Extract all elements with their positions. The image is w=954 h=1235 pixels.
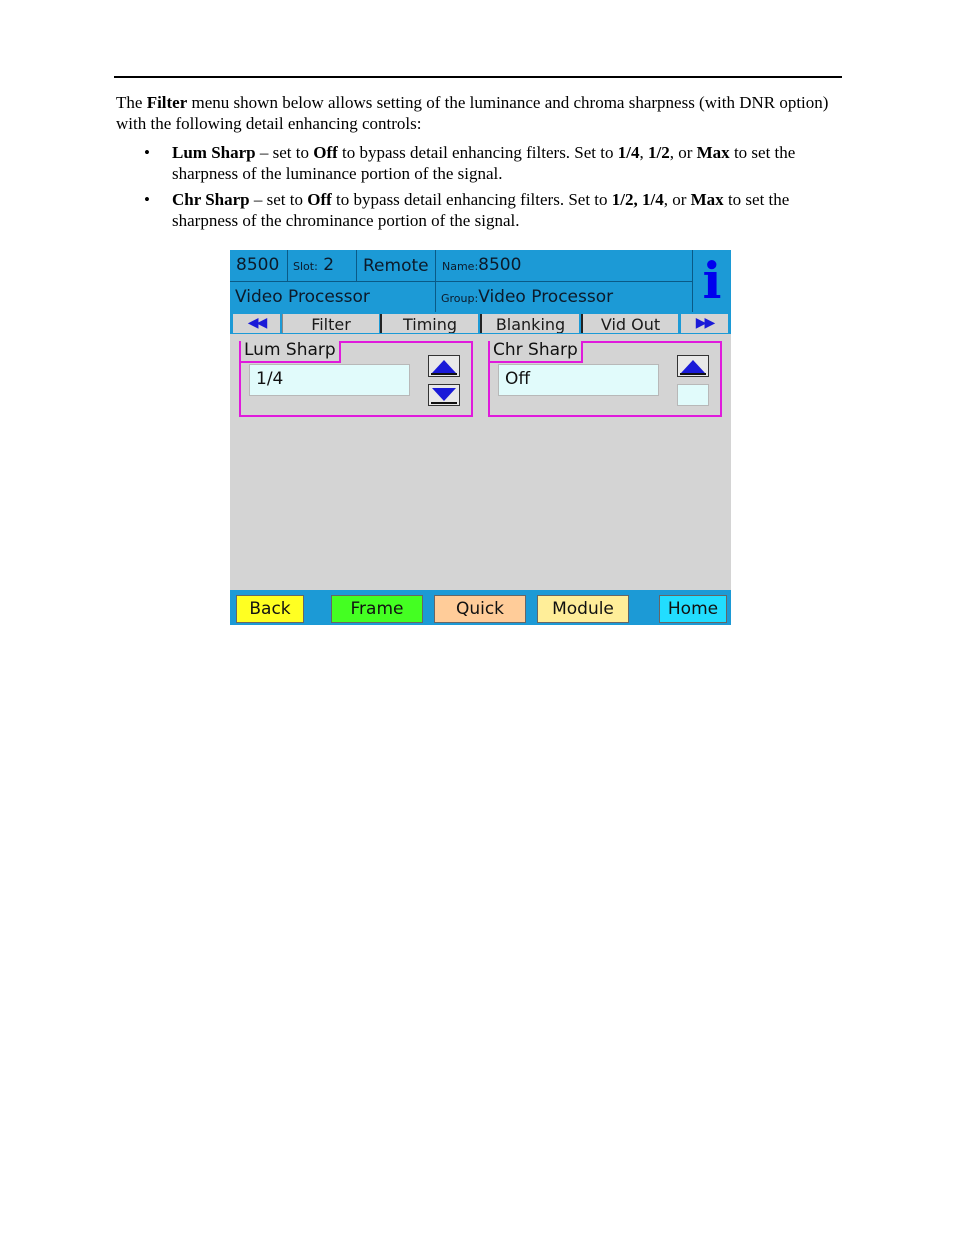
module-name: Video Processor bbox=[235, 287, 370, 307]
tab-prev-arrows-icon[interactable]: ◀◀ bbox=[233, 314, 280, 333]
bullet-run: Off bbox=[313, 143, 338, 162]
bullet-run: to bypass detail enhancing filters. Set to bbox=[337, 143, 618, 162]
name-field bbox=[442, 251, 521, 281]
tab-next-arrows-icon[interactable]: ▶▶ bbox=[681, 314, 728, 333]
intro-run: menu shown below allows setting of the luminance and chroma sharpness (with DNR option) with the following detail enhancing controls: bbox=[116, 93, 829, 133]
bullet-run: Chr Sharp bbox=[172, 190, 250, 209]
name-value: 8500 bbox=[478, 255, 522, 275]
bullet-run: to set the sharpness of the luminance portion of the signal. bbox=[172, 143, 796, 183]
tab-bar bbox=[230, 312, 731, 334]
bullet-text bbox=[172, 190, 789, 230]
bullet-chr-sharp bbox=[116, 189, 836, 231]
filter-menu-panel bbox=[230, 250, 731, 625]
home-button[interactable]: Home bbox=[659, 595, 727, 623]
chr-sharp-value[interactable]: Off bbox=[498, 364, 659, 396]
info-icon[interactable]: i bbox=[702, 251, 722, 310]
group-field bbox=[441, 283, 613, 313]
slot-value: 2 bbox=[323, 255, 335, 275]
bullet-run: 1/2, 1/4 bbox=[611, 190, 664, 209]
arrow-up-icon bbox=[429, 356, 459, 376]
slot-indicator bbox=[293, 251, 334, 281]
bullet-text bbox=[172, 143, 795, 183]
bullet-run: 1/4 bbox=[617, 143, 640, 162]
bullet-run: , or bbox=[669, 143, 697, 162]
bullet-run: Max bbox=[696, 143, 730, 162]
bullet-glyph: • bbox=[144, 143, 150, 162]
tab-vid-out[interactable]: Vid Out bbox=[581, 314, 678, 333]
header-divider bbox=[287, 250, 288, 281]
intro-run: The bbox=[116, 93, 147, 112]
lum-sharp-value[interactable]: 1/4 bbox=[249, 364, 410, 396]
tab-filter[interactable]: Filter bbox=[282, 314, 379, 333]
lum-sharp-down-button[interactable] bbox=[428, 384, 460, 406]
top-rule bbox=[114, 76, 842, 78]
bullet-lum-sharp bbox=[116, 142, 836, 184]
panel-header bbox=[230, 250, 731, 312]
chr-sharp-label: Chr Sharp bbox=[490, 341, 583, 363]
tab-timing[interactable]: Timing bbox=[380, 314, 478, 333]
intro-paragraph bbox=[116, 92, 836, 134]
back-button[interactable]: Back bbox=[236, 595, 304, 623]
module-button[interactable]: Module bbox=[537, 595, 629, 623]
bullet-run: to bypass detail enhancing filters. Set to bbox=[331, 190, 612, 209]
chr-sharp-up-button[interactable] bbox=[677, 355, 709, 377]
bullet-run: , bbox=[639, 143, 648, 162]
tab-blanking[interactable]: Blanking bbox=[480, 314, 579, 333]
name-label: Name: bbox=[442, 260, 479, 273]
group-label: Group: bbox=[441, 292, 479, 305]
header-row-divider bbox=[230, 281, 693, 282]
control-bullet-list bbox=[116, 142, 836, 236]
header-divider bbox=[356, 250, 357, 281]
model-number: 8500 bbox=[236, 255, 280, 275]
frame-button[interactable]: Frame bbox=[331, 595, 423, 623]
arrow-down-icon bbox=[429, 385, 459, 405]
bullet-glyph: • bbox=[144, 190, 150, 209]
bullet-run: – set to bbox=[255, 143, 314, 162]
bullet-run: Max bbox=[690, 190, 724, 209]
footer-nav-bar bbox=[230, 590, 731, 625]
bullet-run: 1/2 bbox=[647, 143, 670, 162]
group-value: Video Processor bbox=[478, 287, 614, 307]
lum-sharp-up-button[interactable] bbox=[428, 355, 460, 377]
chr-sharp-down-placeholder bbox=[677, 384, 709, 406]
bullet-run: Lum Sharp bbox=[172, 143, 256, 162]
bullet-run: Off bbox=[307, 190, 332, 209]
mode-remote: Remote bbox=[363, 256, 429, 276]
quick-button[interactable]: Quick bbox=[434, 595, 526, 623]
bullet-run: to set the sharpness of the chrominance portion of the signal. bbox=[172, 190, 790, 230]
slot-label: Slot: bbox=[293, 260, 318, 273]
lum-sharp-label: Lum Sharp bbox=[241, 341, 341, 363]
bullet-run: , or bbox=[663, 190, 691, 209]
bullet-run: – set to bbox=[249, 190, 308, 209]
arrow-up-icon bbox=[678, 356, 708, 376]
intro-run: Filter bbox=[146, 93, 188, 112]
